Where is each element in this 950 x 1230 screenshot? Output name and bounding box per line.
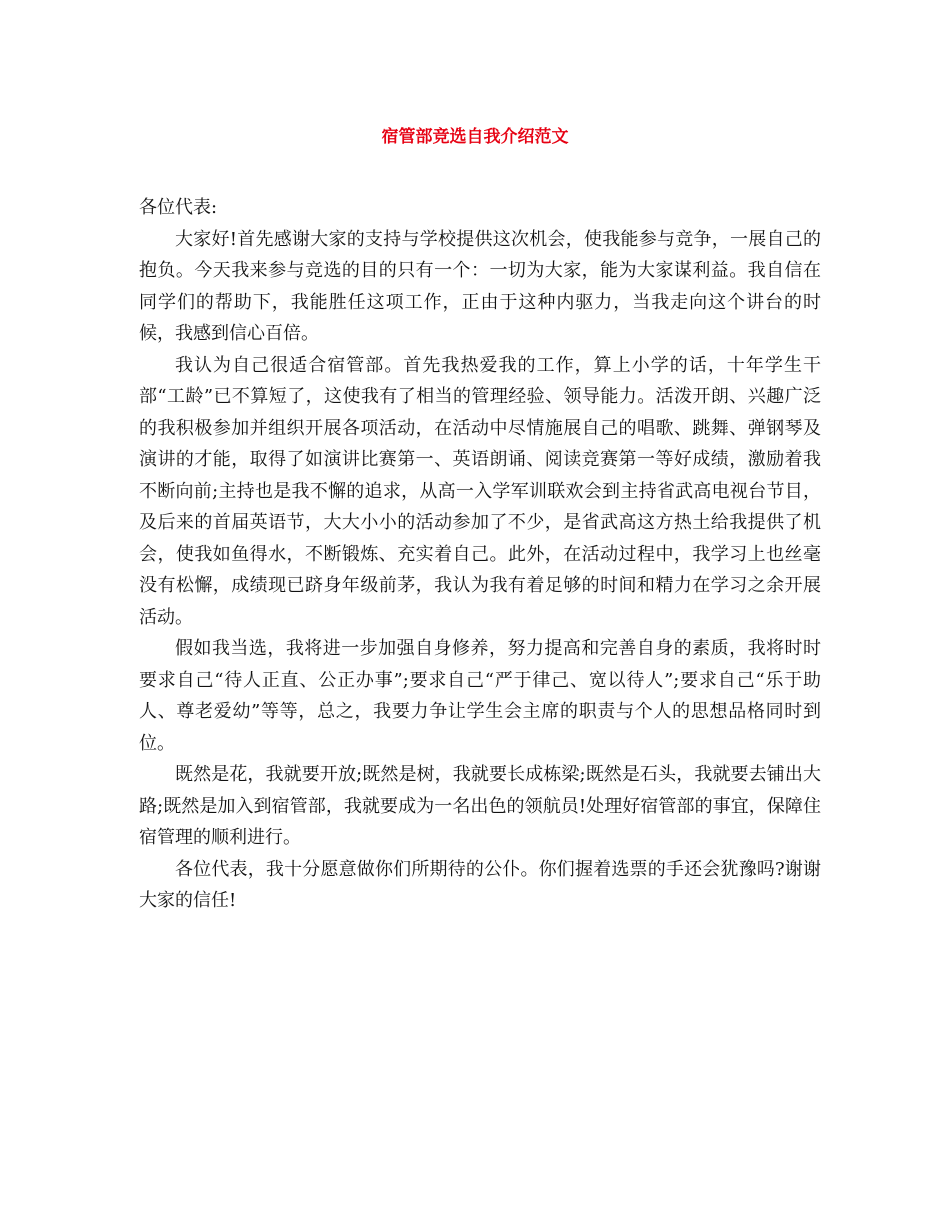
paragraph-2: 我认为自己很适合宿管部。首先我热爱我的工作，算上小学的话，十年学生干部“工龄”已不算短了，这使我有了相当的管理经验、领导能力。活泼开朗、兴趣广泛的我积极参加并组织开展各项活动，在活动中尽情施展自己的唱歌、跳舞、弹钢琴及演讲的才能，取得了如演讲比赛第一、英语朗诵、阅读竞赛第一等好成绩，激励着我不断向前;主持也是我不懈的追求，从高一入学军训联欢会到主持省武高电视台节目，及后来的首届英语节，大大小小的活动参加了不少，是省武高这方热土给我提供了机会，使我如鱼得水，不断锻炼、充实着自己。此外，在活动过程中，我学习上也丝毫没有松懈，成绩现已跻身年级前茅，我认为我有着足够的时间和精力在学习之余开展活动。 [139, 354, 821, 628]
paragraph-4: 既然是花，我就要开放;既然是树，我就要长成栋梁;既然是石头，我就要去铺出大路;既然是加入到宿管部，我就要成为一名出色的领航员!处理好宿管部的事宜，保障住宿管理的顺利进行。 [139, 764, 821, 848]
document-body [139, 192, 821, 917]
paragraph-5: 各位代表，我十分愿意做你们所期待的公仆。你们握着选票的手还会犹豫吗?谢谢大家的信任! [139, 858, 821, 911]
paragraph-3: 假如我当选，我将进一步加强自身修养，努力提高和完善自身的素质，我将时时要求自己“待人正直、公正办事”;要求自己“严于律己、宽以待人”;要求自己“乐于助人、尊老爱幼”等等，总之，我要力争让学生会主席的职责与个人的思想品格同时到位。 [139, 638, 821, 754]
salutation: 各位代表: [139, 197, 218, 218]
paragraph-1: 大家好!首先感谢大家的支持与学校提供这次机会，使我能参与竞争，一展自己的抱负。今天我来参与竞选的目的只有一个：一切为大家，能为大家谋利益。我自信在同学们的帮助下，我能胜任这项工作，正由于这种内驱力，当我走向这个讲台的时候，我感到信心百倍。 [139, 228, 821, 344]
page-title: 宿管部竞选自我介绍范文 [381, 127, 569, 147]
